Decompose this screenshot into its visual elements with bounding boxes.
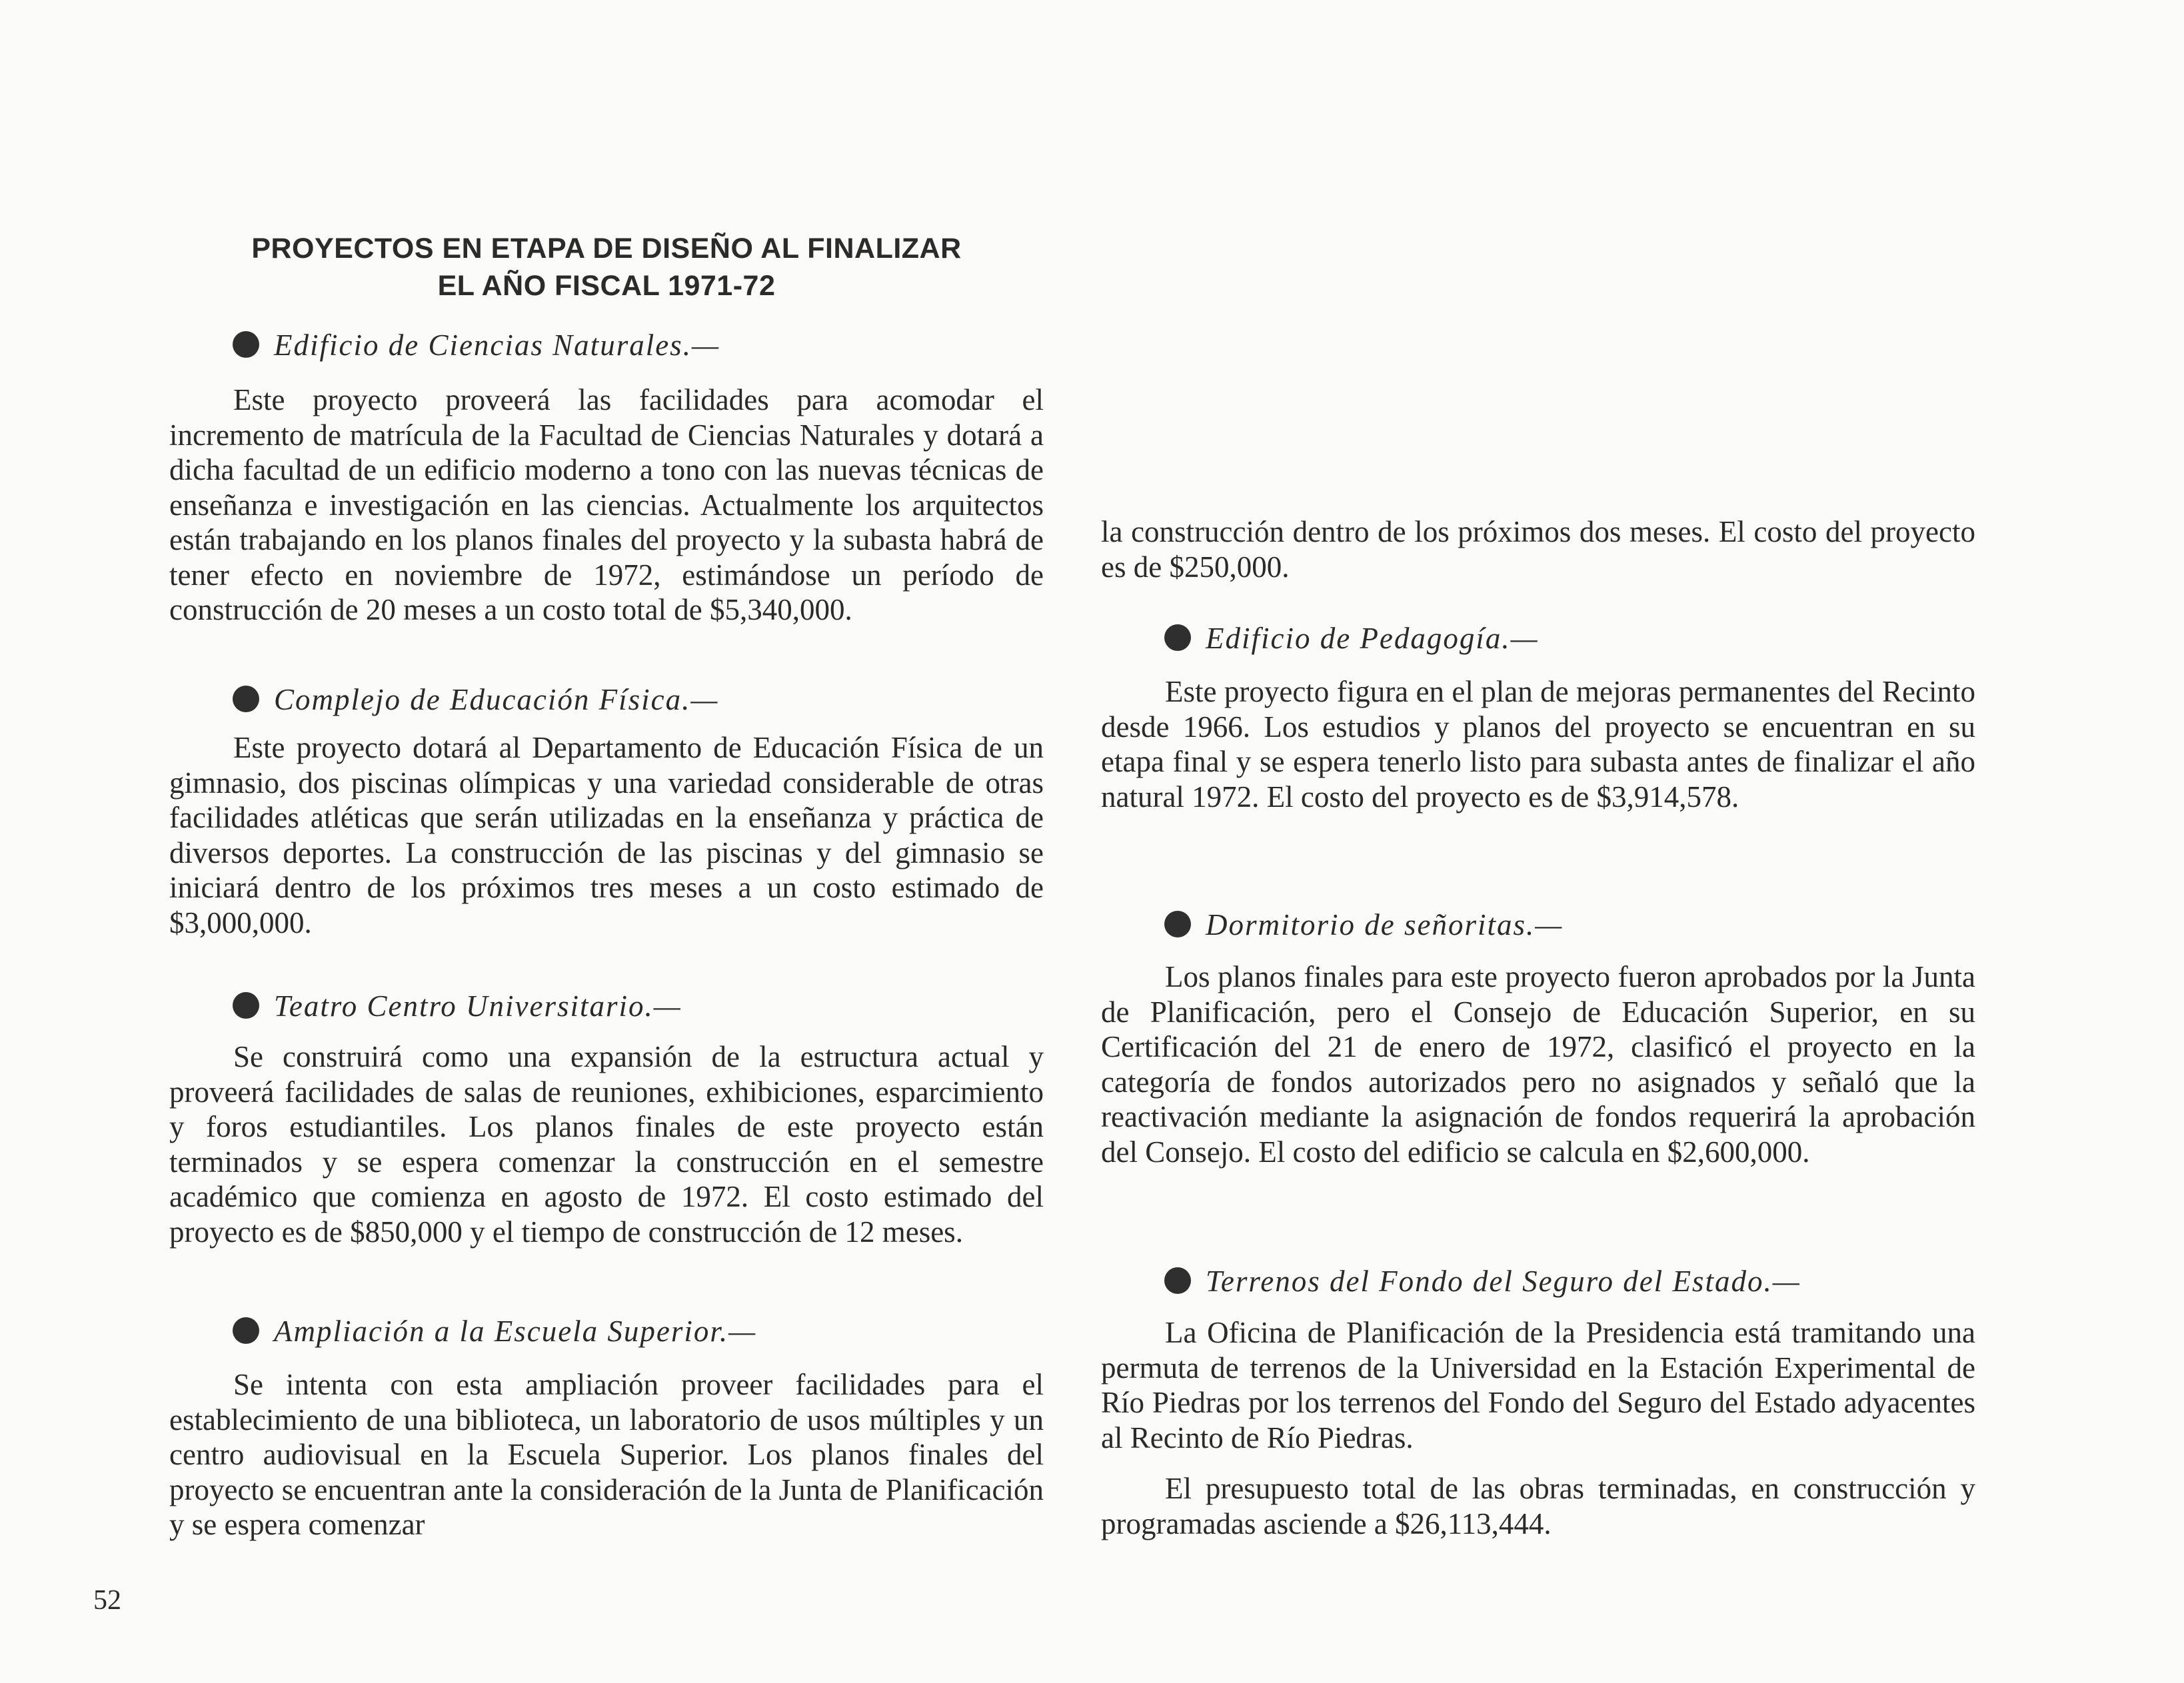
paragraph-educacion-fisica: Este proyecto dotará al Departamento de Educación Física de un gimnasio, dos piscinas olímpicas y una variedad considerable de otras facilidades atléticas que serán utilizadas en la enseñanza y práctica de diversos deportes. La construcción de las piscinas y del gimnasio se iniciará dentro de los próximos tres meses a un costo estimado de $3,000,000. — [169, 731, 1044, 939]
paragraph-escuela-superior: Se intenta con esta ampliación proveer facilidades para el establecimiento de una biblioteca, un laboratorio de usos múltiples y un centro audiovisual en la Escuela Superior. Los planos finales del proyecto se encuentran ante la consideración de la Junta de Planificación y se espera comenzar — [169, 1368, 1044, 1541]
page-heading — [169, 230, 1044, 304]
section-title-dormitorio: Dormitorio de señoritas.— — [1164, 906, 1563, 943]
bullet-icon — [233, 992, 259, 1019]
section-title-escuela-superior: Ampliación a la Escuela Superior.— — [233, 1313, 756, 1350]
paragraph-pedagogia: Este proyecto figura en el plan de mejoras permanentes del Recinto desde 1966. Los estudios y planos del proyecto se encuentran en su etapa final y se espera tenerlo listo para subasta antes de finalizar el año natural 1972. El costo del proyecto es de $3,914,578. — [1101, 675, 1975, 814]
bullet-icon — [233, 686, 259, 712]
paragraph-terrenos: La Oficina de Planificación de la Presidencia está tramitando una permuta de terrenos de la Universidad en la Estación Experimental de Río Piedras por los terrenos del Fondo del Seguro del Estado adyacentes al Recinto de Río Piedras. — [1101, 1316, 1975, 1454]
page-number: 52 — [93, 1585, 121, 1616]
bullet-icon — [233, 1317, 259, 1344]
section-title-ciencias-naturales: Edificio de Ciencias Naturales.— — [233, 326, 720, 364]
section-title-terrenos: Terrenos del Fondo del Seguro del Estado.— — [1164, 1263, 1801, 1300]
bullet-icon — [1164, 1267, 1191, 1294]
paragraph-continuation: la construcción dentro de los próximos dos meses. El costo del proyecto es de $250,000. — [1101, 515, 1975, 584]
heading-line-2: EL AÑO FISCAL 1971-72 — [437, 270, 776, 302]
bullet-icon — [1164, 911, 1191, 937]
bullet-icon — [1164, 624, 1191, 651]
paragraph-presupuesto-total: El presupuesto total de las obras terminadas, en construcción y programadas asciende a $26,113,444. — [1101, 1472, 1975, 1540]
heading-line-1: PROYECTOS EN ETAPA DE DISEÑO AL FINALIZAR — [251, 233, 962, 265]
paragraph-teatro: Se construirá como una expansión de la estructura actual y proveerá facilidades de salas de reuniones, exhibiciones, esparcimiento y foros estudiantiles. Los planos finales de este proyecto están terminados y se espera comenzar la construcción en el semestre académico que comienza en agosto de 1972. El costo estimado del proyecto es de $850,000 y el tiempo de construcción de 12 meses. — [169, 1040, 1044, 1249]
paragraph-dormitorio: Los planos finales para este proyecto fueron aprobados por la Junta de Planificación, pero el Consejo de Educación Superior, en su Certificación del 21 de enero de 1972, clasificó el proyecto en la categoría de fondos autorizados pero no asignados y señaló que la reactivación mediante la asignación de fondos requerirá la aprobación del Consejo. El costo del edificio se calcula en $2,600,000. — [1101, 960, 1975, 1169]
section-title-teatro: Teatro Centro Universitario.— — [233, 987, 682, 1025]
paragraph-ciencias-naturales: Este proyecto proveerá las facilidades para acomodar el incremento de matrícula de la Facultad de Ciencias Naturales y dotará a dicha facultad de un edificio moderno a tono con las nuevas técnicas de enseñanza e investigación en las ciencias. Actualmente los arquitectos están trabajando en los planos finales del proyecto y la subasta habrá de tener efecto en noviembre de 1972, estimándose un período de construcción de 20 meses a un costo total de $5,340,000. — [169, 383, 1044, 626]
section-title-educacion-fisica: Complejo de Educación Física.— — [233, 681, 718, 718]
bullet-icon — [233, 331, 259, 358]
section-title-pedagogia: Edificio de Pedagogía.— — [1164, 620, 1539, 657]
